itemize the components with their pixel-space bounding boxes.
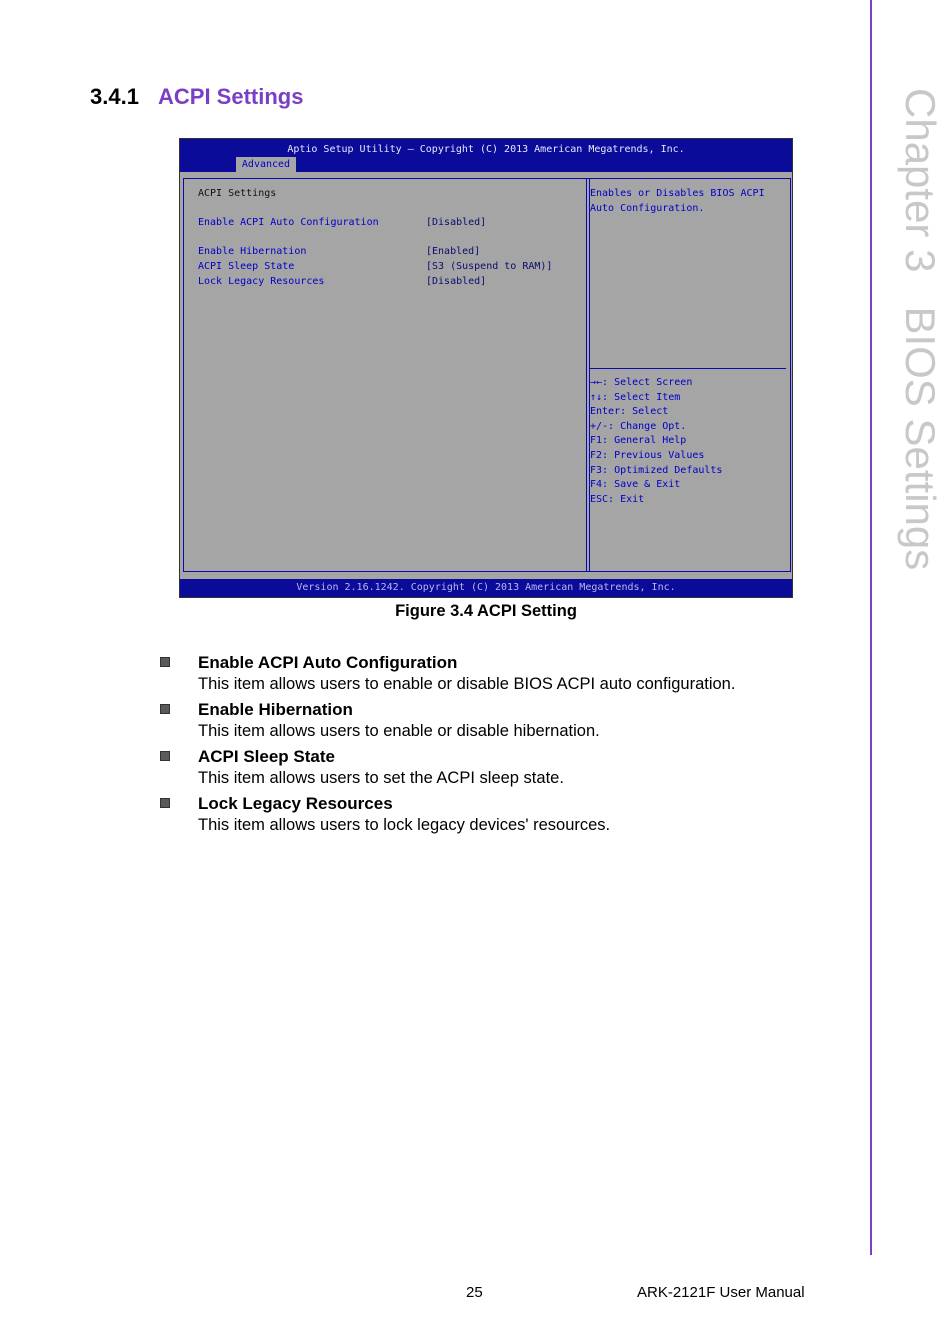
bios-option-sleep-state[interactable]: ACPI Sleep State: [198, 261, 295, 272]
bios-settings-panel: [183, 178, 590, 572]
setting-descriptions: [160, 652, 820, 840]
list-item: [160, 699, 820, 742]
bios-help-line: Enables or Disables BIOS ACPI: [590, 188, 765, 199]
bios-help-panel: [586, 178, 791, 572]
bios-header-bar: [180, 139, 792, 172]
section-number: 3.4.1: [90, 84, 139, 109]
section-heading: [90, 84, 303, 110]
item-title: Lock Legacy Resources: [198, 794, 393, 813]
bios-value-acpi-auto-config[interactable]: [Disabled]: [426, 217, 487, 228]
key-optimized-defaults: F3: Optimized Defaults: [590, 464, 723, 476]
key-save-exit: F4: Save & Exit: [590, 479, 681, 491]
bios-option-hibernation[interactable]: Enable Hibernation: [198, 246, 307, 257]
bios-value-hibernation[interactable]: [Enabled]: [426, 246, 481, 257]
key-esc-exit: ESC: Exit: [590, 493, 645, 505]
item-title: Enable Hibernation: [198, 700, 353, 719]
key-change-opt: +/-: Change Opt.: [590, 420, 687, 432]
bios-option-acpi-auto-config[interactable]: Enable ACPI Auto Configuration: [198, 217, 379, 228]
bios-header-text: Aptio Setup Utility – Copyright (C) 2013 American Megatrends, Inc.: [287, 144, 685, 155]
item-description: This item allows users to lock legacy devices' resources.: [198, 816, 611, 834]
list-item: [160, 793, 820, 836]
bios-value-lock-legacy[interactable]: [Disabled]: [426, 276, 487, 287]
bios-help-line: Auto Configuration.: [590, 202, 705, 214]
list-item: [160, 746, 820, 789]
bios-help-description: [590, 187, 765, 216]
item-description: This item allows users to enable or disable hibernation.: [198, 722, 600, 740]
item-description: This item allows users to enable or disable BIOS ACPI auto configuration.: [198, 675, 736, 693]
square-bullet-icon: [160, 798, 170, 808]
key-enter-select: Enter: Select: [590, 406, 669, 418]
square-bullet-icon: [160, 657, 170, 667]
chapter-section-label: BIOS Settings: [897, 306, 944, 571]
page-number: 25: [466, 1284, 483, 1301]
bios-option-lock-legacy[interactable]: Lock Legacy Resources: [198, 276, 325, 287]
section-title: ACPI Settings: [158, 84, 304, 109]
key-previous-values: F2: Previous Values: [590, 449, 705, 461]
item-title: ACPI Sleep State: [198, 747, 335, 766]
side-rule: [870, 0, 872, 1255]
chapter-side-tab: [888, 88, 948, 571]
item-description: This item allows users to set the ACPI sleep state.: [198, 769, 564, 787]
bios-value-sleep-state[interactable]: [S3 (Suspend to RAM)]: [426, 261, 553, 272]
square-bullet-icon: [160, 704, 170, 714]
key-select-item: ↑↓: Select Item: [590, 391, 681, 403]
square-bullet-icon: [160, 751, 170, 761]
bios-tab-advanced[interactable]: Advanced: [236, 157, 296, 172]
list-item: [160, 652, 820, 695]
document-title: ARK-2121F User Manual: [637, 1284, 805, 1301]
key-general-help: F1: General Help: [590, 435, 687, 447]
bios-key-legend: [590, 376, 722, 507]
bios-footer-bar: Version 2.16.1242. Copyright (C) 2013 American Megatrends, Inc.: [180, 579, 792, 597]
bios-screenshot: [179, 138, 793, 598]
bios-panel-title: ACPI Settings: [198, 188, 277, 199]
item-title: Enable ACPI Auto Configuration: [198, 653, 458, 672]
figure-caption: Figure 3.4 ACPI Setting: [395, 602, 577, 620]
chapter-label: Chapter 3: [897, 88, 944, 273]
key-select-screen: →←: Select Screen: [590, 377, 693, 388]
bios-help-divider: [590, 368, 786, 369]
